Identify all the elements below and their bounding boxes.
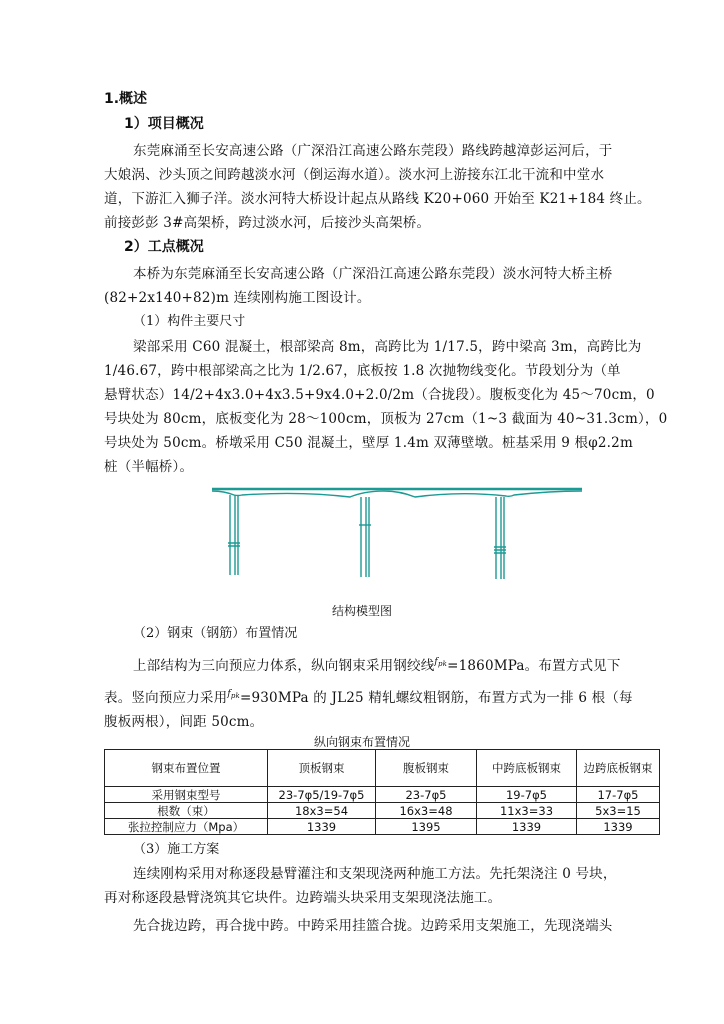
- tendons-line-1-pre: 上部结构为三向预应力体系，纵向钢束采用钢绞线: [133, 658, 435, 674]
- members-line-2: 1/46.67，跨中根部梁高之比为 1/2.67，底板按 1.8 次抛物线变化。节段划分为（单: [104, 363, 621, 379]
- table-cell: 1395: [376, 819, 477, 835]
- figure-caption: 结构模型图: [331, 604, 392, 618]
- tendons-line-2-post: =930MPa 的 JL25 精轧螺纹粗钢筋，布置方式为一排 6 根（每: [239, 690, 633, 706]
- fpk-symbol-2: fpk: [227, 689, 240, 700]
- members-line-1: 梁部采用 C60 混凝土，根部梁高 8m，高跨比为 1/17.5，跨中梁高 3m，高跨比为: [133, 339, 642, 355]
- table-cell: 17-7φ5: [577, 787, 660, 803]
- table-cell: 11x3=33: [477, 803, 577, 819]
- site-line-1: 本桥为东莞麻涌至长安高速公路（广深沿江高速公路东莞段）淡水河特大桥主桥: [133, 266, 613, 282]
- table-cell: 1339: [477, 819, 577, 835]
- table-header-row: [105, 750, 660, 787]
- site-line-2: (82+2x140+82)m 连续刚构施工图设计。: [104, 290, 371, 306]
- members-line-5: 号块处为 50cm。桥墩采用 C50 混凝土，壁厚 1.4m 双薄壁墩。桩基采用 9 根φ2.2m: [104, 435, 633, 451]
- table-cell: 采用钢束型号: [105, 787, 268, 803]
- table-cell: 1339: [268, 819, 376, 835]
- site-heading: 2）工点概况: [124, 239, 204, 255]
- members-line-4: 号块处为 80cm，底板变化为 28～100cm，顶板为 27cm（1~3 截面为 40~31.3cm），0: [104, 411, 668, 427]
- project-heading: 1）项目概况: [124, 116, 204, 132]
- tendon-table: [104, 749, 660, 835]
- tendons-line-2: [104, 686, 633, 706]
- table-cell: 张拉控制应力（Mpa）: [105, 819, 268, 835]
- section-title: 1.概述: [104, 91, 148, 107]
- table-cell: 1339: [577, 819, 660, 835]
- table-caption: 纵向钢束布置情况: [313, 735, 410, 749]
- project-line-3: 道，下游汇入狮子洋。淡水河特大桥设计起点从路线 K20+060 开始至 K21+184 终止。: [104, 191, 651, 207]
- fpk-symbol: fpk: [434, 657, 448, 668]
- table-cell: 19-7φ5: [477, 787, 577, 803]
- table-header: 边跨底板钢束: [577, 750, 660, 787]
- table-row: [105, 787, 660, 803]
- tendons-line-2-pre: 表。竖向预应力采用: [104, 690, 228, 706]
- table-cell: 16x3=48: [376, 803, 477, 819]
- tendons-line-1-post: =1860MPa。布置方式见下: [447, 658, 621, 674]
- project-line-2: 大娘涡、沙头顶之间跨越淡水河（倒运海水道）。淡水河上游接东江北干流和中堂水: [104, 167, 605, 183]
- members-line-3: 悬臂状态）14/2+4x3.0+4x3.5+9x4.0+2.0/2m（合拢段）。腹板变化为 45～70cm，0: [104, 387, 655, 403]
- structure-model-figure: [210, 475, 584, 585]
- construction-line-1: 连续刚构采用对称逐段悬臂灌注和支架现浇两种施工方法。先托架浇注 0 号块，: [133, 866, 617, 882]
- project-line-1: 东莞麻涌至长安高速公路（广深沿江高速公路东莞段）路线跨越漳彭运河后，于: [133, 143, 613, 159]
- pier-3: [494, 497, 506, 579]
- table-row: [105, 819, 660, 835]
- table-header: 钢束布置位置: [105, 750, 268, 787]
- pier-1: [228, 495, 240, 575]
- tendons-heading: （2）钢束（钢筋）布置情况: [133, 626, 298, 641]
- construction-heading: （3）施工方案: [133, 842, 220, 857]
- members-line-6: 桩（半幅桥）。: [104, 459, 194, 475]
- members-heading: （1）构件主要尺寸: [133, 314, 246, 329]
- tendons-line-3: 腹板两根），间距 50cm。: [104, 714, 264, 730]
- table-cell: 23-7φ5: [376, 787, 477, 803]
- table-cell: 18x3=54: [268, 803, 376, 819]
- pier-2: [359, 497, 371, 577]
- table-cell: 5x3=15: [577, 803, 660, 819]
- deck-haunch-1: [212, 491, 582, 497]
- table-cell: 23-7φ5/19-7φ5: [268, 787, 376, 803]
- table-header: 中跨底板钢束: [477, 750, 577, 787]
- table-cell: 根数（束）: [105, 803, 268, 819]
- table-row: [105, 803, 660, 819]
- construction-line-2: 再对称逐段悬臂浇筑其它块件。边跨端头块采用支架现浇法施工。: [104, 890, 502, 906]
- construction-line-3: 先合拢边跨，再合拢中跨。中跨采用挂篮合拢。边跨采用支架施工，先现浇端头: [133, 918, 613, 934]
- table-header: 腹板钢束: [376, 750, 477, 787]
- tendons-line-1: [133, 654, 621, 674]
- table-header: 顶板钢束: [268, 750, 376, 787]
- project-line-4: 前接彭彭 3#高架桥，跨过淡水河，后接沙头高架桥。: [104, 215, 431, 231]
